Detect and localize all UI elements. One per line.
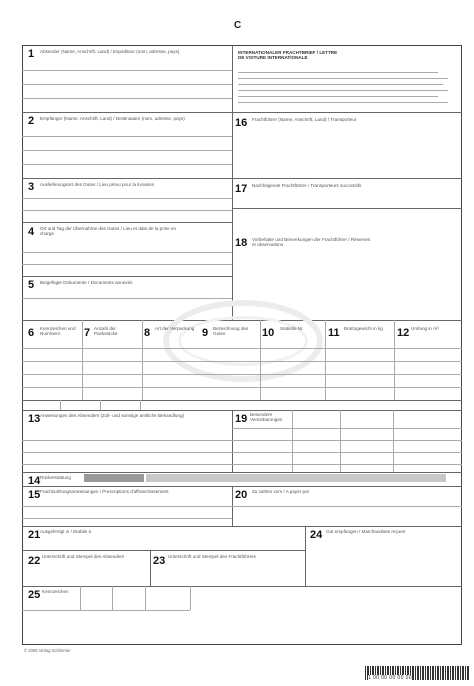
field-18-label: Vorbehalte und Bemerkungen der Frachtführer / Réserves et observations <box>252 237 371 248</box>
field-19-label: Besondere Vereinbarungen <box>250 412 283 423</box>
field-16-number: 16 <box>235 117 248 129</box>
field-24-label: Gut empfangen / Marchandises reçues <box>326 529 406 534</box>
field-23-number: 23 <box>153 555 166 567</box>
field-15-label: Frachtzahlungsanweisungen / Prescriptions d'affranchissement <box>40 489 169 494</box>
field-22-label: Unterschrift und Stempel des Absenders <box>42 554 125 559</box>
shaded-area-14 <box>84 474 144 482</box>
field-2-number: 2 <box>28 115 35 127</box>
field-21-label: Ausgefertigt in / Etablie à <box>40 529 92 534</box>
field-7-number: 7 <box>84 327 91 339</box>
field-3-label: Auslieferungsort des Gutes / Lieu prévu pour la livraison <box>40 182 155 187</box>
field-21-number: 21 <box>28 529 41 541</box>
field-25-number: 25 <box>28 589 41 601</box>
field-11-label: Bruttogewicht in kg <box>344 326 383 331</box>
field-2-label: Empfänger (Name, Anschrift, Land) / Destinataire (nom, adresse, pays) <box>40 116 185 121</box>
field-5-number: 5 <box>28 279 35 291</box>
field-14-number: 14 <box>28 475 41 487</box>
field-8-number: 8 <box>144 327 151 339</box>
field-22-number: 22 <box>28 555 41 567</box>
field-15-number: 15 <box>28 489 41 501</box>
field-19-number: 19 <box>235 413 248 425</box>
header-block-title: INTERNATIONALER FRACHTBRIEF / LETTRE DE VOITURE INTERNATIONALE <box>238 50 338 61</box>
field-11-number: 11 <box>328 327 340 339</box>
field-4-label: Ort und Tag der Übernahme des Gutes / Lieu et date de la prise en charge <box>40 226 177 237</box>
field-10-label: Statistik-Nr. <box>280 326 304 331</box>
field-7-label: Anzahl der Packstücke <box>94 326 118 337</box>
field-13-number: 13 <box>28 413 41 425</box>
field-6-label: Kennzeichen und Nummern <box>40 326 76 337</box>
field-23-label: Unterschrift und Stempel des Frachtführers <box>168 554 256 559</box>
field-18-number: 18 <box>235 237 248 249</box>
field-14-label: Rückerstattung <box>40 475 71 480</box>
field-24-number: 24 <box>310 529 323 541</box>
field-3-number: 3 <box>28 181 35 193</box>
field-12-number: 12 <box>397 327 410 339</box>
field-9-number: 9 <box>202 327 209 339</box>
barcode-text: 1 00 00 00 00 00 <box>368 675 412 681</box>
field-17-label: Nachfolgende Frachtführer / Transporteurs successifs <box>252 183 362 188</box>
field-8-label: Art der Verpackung <box>155 326 195 331</box>
field-20-number: 20 <box>235 489 248 501</box>
field-5-label: Beigefügte Dokumente / Documents annexés <box>40 280 133 285</box>
field-12-label: Umfang in m³ <box>411 326 439 331</box>
field-6-number: 6 <box>28 327 35 339</box>
field-17-number: 17 <box>235 183 248 195</box>
field-20-label: Zu zahlen vom / A payer par <box>252 489 310 494</box>
field-1-number: 1 <box>28 48 35 60</box>
copy-letter: C <box>234 20 242 31</box>
field-25-label: Kennzeichen <box>42 589 69 594</box>
field-10-number: 10 <box>262 327 275 339</box>
field-13-label: Anweisungen des Absenders (Zoll- und sonstige amtliche Behandlung) <box>40 413 185 418</box>
field-9-label: Bezeichnung des Gutes <box>213 326 249 337</box>
field-16-label: Frachtführer (Name, Anschrift, Land) / Transporteur <box>252 117 357 122</box>
field-1-label: Absender (Name, Anschrift, Land) / Expéditeur (nom, adresse, pays) <box>40 49 180 54</box>
field-4-number: 4 <box>28 226 35 238</box>
footer-publisher: © 2006 Verlag Schimmer <box>24 648 71 653</box>
